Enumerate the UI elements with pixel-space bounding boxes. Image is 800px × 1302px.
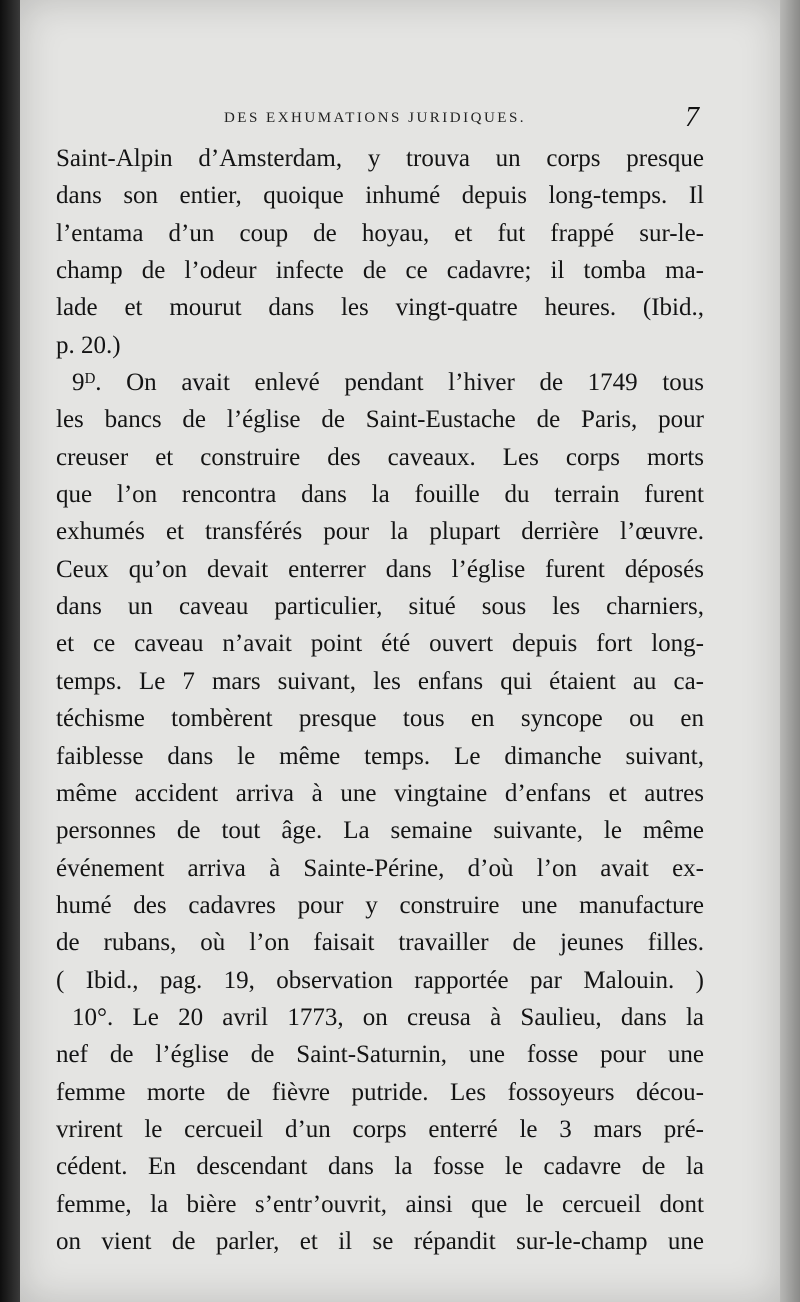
text-line: de rubans, où l’on faisait travailler de jeunes filles. (56, 929, 704, 957)
text-line: temps. Le 7 mars suivant, les enfans qui étaient au ca- (56, 667, 704, 695)
text-line: les bancs de l’église de Saint-Eustache de Paris, pour (56, 406, 704, 434)
text-line: humé des cadavres pour y construire une manufacture (56, 891, 704, 919)
text-line: 9ᴰ. On avait enlevé pendant l’hiver de 1749 tous (72, 369, 704, 397)
text-line: et ce caveau n’avait point été ouvert depuis fort long- (56, 630, 704, 658)
text-line: même accident arriva à une vingtaine d’enfans et autres (56, 779, 704, 807)
text-line: 10°. Le 20 avril 1773, on creusa à Saulieu, dans la (72, 1003, 704, 1031)
text-line: Ceux qu’on devait enterrer dans l’église furent déposés (56, 555, 704, 583)
text-line: personnes de tout âge. La semaine suivante, le même (56, 817, 704, 845)
text-line: cédent. En descendant dans la fosse le cadavre de la (56, 1153, 704, 1181)
running-head: DES EXHUMATIONS JURIDIQUES. (223, 110, 527, 126)
text-line: lade et mourut dans les vingt-quatre heures. (Ibid., (56, 294, 704, 322)
text-line: nef de l’église de Saint-Saturnin, une fosse pour une (56, 1041, 704, 1069)
page-number: 7 (685, 102, 699, 133)
text-line: champ de l’odeur infecte de ce cadavre; il tomba ma- (56, 257, 704, 285)
text-line: Saint-Alpin d’Amsterdam, y trouva un corps presque (56, 145, 704, 172)
text-line: femme, la bière s’entr’ouvrit, ainsi que le cercueil dont (56, 1190, 704, 1218)
text-line: événement arriva à Sainte-Périne, d’où l’on avait ex- (56, 854, 704, 882)
text-line: l’entama d’un coup de hoyau, et fut frappé sur-le- (56, 219, 704, 247)
text-line: que l’on rencontra dans la fouille du terrain furent (56, 481, 704, 509)
text-line: exhumés et transférés pour la plupart derrière l’œuvre. (56, 518, 704, 546)
text-line: creuser et construire des caveaux. Les corps morts (56, 443, 704, 471)
text-line: téchisme tombèrent presque tous en syncope ou en (56, 705, 704, 733)
text-line: ( Ibid., pag. 19, observation rapportée par Malouin. ) (56, 966, 704, 994)
text-line: vrirent le cercueil d’un corps enterré le 3 mars pré- (56, 1115, 704, 1143)
text-line: dans son entier, quoique inhumé depuis long-temps. Il (56, 182, 704, 210)
text-line: p. 20.) (56, 331, 121, 359)
text-line: on vient de parler, et il se répandit sur-le-champ une (56, 1227, 704, 1255)
scan-left-edge (0, 0, 20, 1302)
text-line: femme morte de fièvre putride. Les fossoyeurs décou- (56, 1078, 704, 1106)
body-text (56, 140, 704, 1260)
text-line: faiblesse dans le même temps. Le dimanche suivant, (56, 742, 704, 770)
text-line: dans un caveau particulier, situé sous les charniers, (56, 593, 704, 621)
scan-right-edge (780, 0, 800, 1302)
